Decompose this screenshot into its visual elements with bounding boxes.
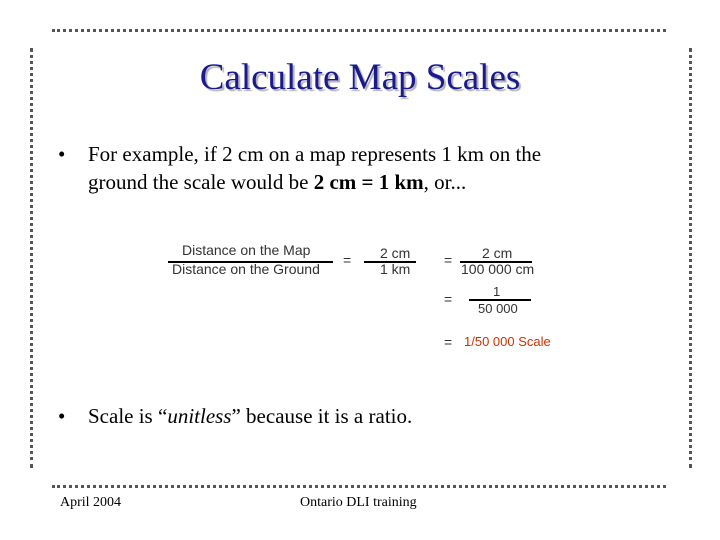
- slide-title: Calculate Map Scales: [199, 57, 521, 98]
- bottom-border: [52, 485, 666, 488]
- fraction1-denominator: 1 km: [380, 261, 411, 277]
- right-border: [689, 48, 692, 468]
- equals-sign-3: =: [444, 291, 453, 307]
- left-border: [30, 48, 33, 468]
- fraction2-numerator: 2 cm: [482, 245, 513, 261]
- bullet-icon: •: [58, 142, 66, 166]
- bullet-icon: •: [58, 404, 66, 428]
- equals-sign-2: =: [444, 252, 453, 268]
- lhs-numerator: Distance on the Map: [182, 242, 311, 258]
- equals-sign-4: =: [444, 334, 453, 350]
- bullet-example-line2-suffix: , or...: [423, 170, 467, 194]
- fraction1-numerator: 2 cm: [380, 245, 411, 261]
- footer-organization: Ontario DLI training: [300, 495, 417, 510]
- fraction2-denominator: 100 000 cm: [461, 261, 535, 277]
- bullet-unitless-text: [88, 402, 412, 430]
- top-border: [52, 29, 666, 32]
- bullet-unitless-suffix: ” because it is a ratio.: [231, 404, 413, 428]
- bullet-unitless-prefix: Scale is “: [88, 404, 168, 428]
- footer-date: April 2004: [60, 495, 122, 510]
- lhs-denominator: Distance on the Ground: [172, 261, 320, 277]
- equals-sign-1: =: [343, 252, 352, 268]
- unitless-italic: unitless: [167, 404, 232, 428]
- fraction3-denominator: 50 000: [478, 301, 518, 316]
- fraction3-numerator: 1: [493, 284, 501, 299]
- bullet-example-line2: [88, 168, 466, 196]
- bullet-example-line1: For example, if 2 cm on a map represents 1 km on the: [88, 142, 542, 166]
- scale-result: 1/50 000 Scale: [464, 334, 551, 349]
- bullet-example-line2-prefix: ground the scale would be: [88, 170, 314, 194]
- bullet-example-bold-scale: 2 cm = 1 km: [313, 170, 424, 194]
